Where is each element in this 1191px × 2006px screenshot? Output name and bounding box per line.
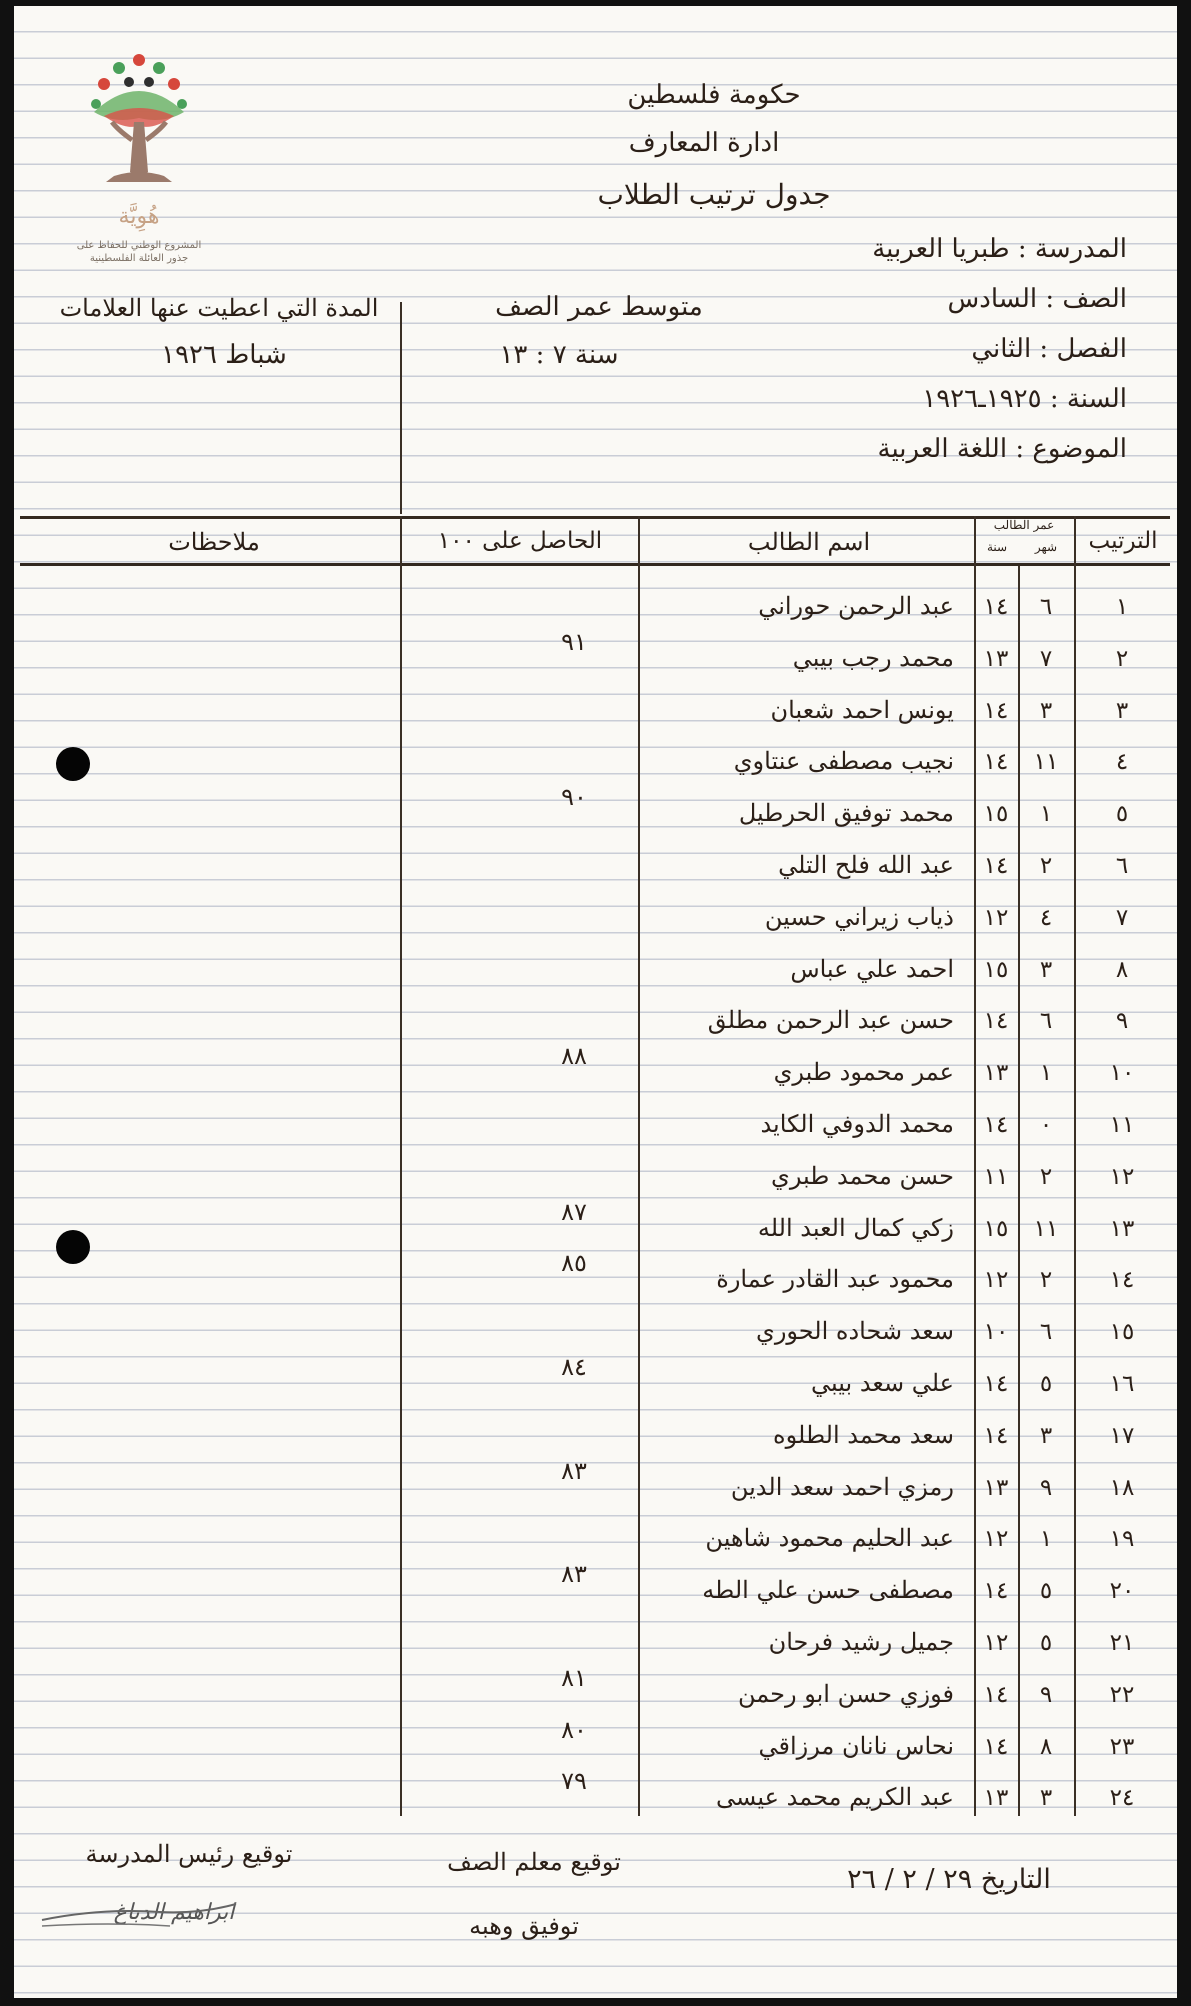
row-grade: ٨٨ [561, 1042, 587, 1071]
principal-signature-label: توقيع رئيس المدرسة [85, 1840, 293, 1868]
row-rank: ٢٠ [1109, 1578, 1135, 1605]
row-rank: ١ [1115, 594, 1129, 620]
row-rank: ٢ [1115, 645, 1129, 672]
row-rank: ٢٤ [1109, 1785, 1135, 1812]
row-student-name: علي سعد بيبي [811, 1369, 954, 1397]
row-age-months: ٤ [1039, 904, 1053, 931]
row-age-years: ١٢ [983, 904, 1009, 931]
row-rank: ١٨ [1109, 1474, 1135, 1501]
row-rank: ١٠ [1109, 1060, 1135, 1087]
row-age-months: ١١ [1033, 1215, 1059, 1242]
row-age-years: ١٤ [983, 1112, 1009, 1138]
row-age-years: ١٢ [983, 1630, 1009, 1656]
row-age-months: ٩ [1039, 1474, 1053, 1501]
row-age-years: ١٤ [983, 1681, 1009, 1708]
row-student-name: محمد توفيق الحرطيل [738, 799, 954, 828]
row-student-name: عبد الرحمن حوراني [758, 592, 954, 620]
row-student-name: عبد الكريم محمد عيسى [716, 1783, 954, 1812]
logo-tagline: المشروع الوطني للحفاظ على [76, 240, 202, 251]
subject-line: الموضوع : اللغة العربية [877, 434, 1127, 464]
row-age-months: ٦ [1039, 594, 1053, 620]
col-line-grade [400, 516, 402, 1816]
row-age-months: ٣ [1039, 697, 1053, 724]
row-age-years: ١٣ [983, 1060, 1009, 1087]
department-title: ادارة المعارف [628, 128, 780, 158]
header-rank: الترتيب [1088, 528, 1158, 554]
punch-hole [56, 1230, 90, 1264]
class-age-value: سنة ٧ : ١٣ [499, 340, 619, 370]
row-rank: ٩ [1115, 1008, 1129, 1035]
row-age-years: ١٤ [983, 1371, 1009, 1397]
header-age-months: شهر [1034, 540, 1058, 554]
row-rank: ٢٣ [1109, 1733, 1135, 1760]
row-rank: ٦ [1115, 853, 1129, 879]
header-age: عمر الطالب [993, 518, 1055, 532]
marks-period-label: المدة التي اعطيت عنها العلامات [59, 294, 379, 322]
row-rank: ١٥ [1109, 1319, 1135, 1346]
row-student-name: مصطفى حسن علي الطه [702, 1576, 954, 1605]
row-student-name: محمود عبد القادر عمارة [716, 1265, 954, 1294]
row-student-name: رمزي احمد سعد الدين [730, 1472, 954, 1501]
signature-scribble-icon [40, 1898, 240, 1938]
date-line: التاريخ ٢٩ / ٢ / ٢٦ [847, 1864, 1051, 1895]
logo-tagline-2: جذور العائلة الفلسطينية [89, 253, 189, 264]
row-student-name: حسن عبد الرحمن مطلق [707, 1006, 954, 1035]
row-student-name: زكي كمال العبد الله [757, 1213, 954, 1242]
row-age-years: ١٣ [983, 1474, 1009, 1501]
row-age-years: ١٤ [983, 853, 1009, 879]
row-rank: ٥ [1115, 801, 1129, 828]
term-line: الفصل : الثاني [971, 334, 1127, 364]
school-line: المدرسة : طبريا العربية [872, 234, 1127, 264]
row-age-months: ٦ [1039, 1319, 1053, 1346]
row-age-months: ١ [1039, 1060, 1053, 1087]
row-age-years: ١٤ [983, 697, 1009, 724]
row-grade: ٨٤ [561, 1353, 587, 1381]
row-age-months: ٧ [1039, 645, 1053, 672]
row-rank: ١١ [1109, 1112, 1135, 1138]
row-rank: ١٦ [1109, 1371, 1135, 1397]
punch-hole [56, 747, 90, 781]
row-grade: ٨٣ [561, 1560, 587, 1589]
row-age-months: ١١ [1033, 749, 1059, 776]
row-rank: ١٤ [1109, 1267, 1135, 1294]
table-header-bottom-rule [20, 563, 1170, 566]
marks-period-value: شباط ١٩٢٦ [161, 340, 287, 370]
row-age-months: ١ [1039, 801, 1053, 828]
row-rank: ١٧ [1109, 1422, 1135, 1449]
row-age-months: ٦ [1039, 1008, 1053, 1035]
row-student-name: محمد رجب بيبي [792, 643, 954, 672]
row-age-months: ١ [1039, 1526, 1053, 1553]
row-age-months: ٣ [1039, 956, 1053, 983]
row-age-years: ١٥ [983, 1215, 1009, 1242]
row-age-years: ١٤ [983, 1422, 1009, 1449]
row-age-years: ١٤ [983, 749, 1009, 776]
row-grade: ٩١ [561, 627, 587, 656]
row-age-years: ١٤ [983, 594, 1009, 620]
header-name: اسم الطالب [747, 528, 871, 556]
row-age-years: ١٠ [983, 1319, 1009, 1346]
col-line-rank [1074, 516, 1076, 1816]
row-student-name: عبد الحليم محمود شاهين [705, 1524, 954, 1553]
row-rank: ٢١ [1109, 1630, 1135, 1656]
teacher-signature-label: توقيع معلم الصف [447, 1848, 621, 1876]
row-student-name: حسن محمد طبري [771, 1161, 954, 1190]
row-age-years: ١٢ [983, 1526, 1009, 1553]
header-grade: الحاصل على ١٠٠ [437, 528, 603, 554]
row-student-name: عمر محمود طبري [773, 1058, 954, 1087]
col-line-name [638, 516, 640, 1816]
header-age-years: سنة [986, 540, 1008, 554]
row-student-name: نجيب مصطفى عنتاوي [733, 747, 954, 776]
row-student-name: سعد محمد الطلوه [773, 1420, 954, 1449]
row-age-months: ٩ [1039, 1681, 1053, 1708]
row-student-name: يونس احمد شعبان [770, 695, 954, 724]
row-grade: ٨٣ [561, 1456, 587, 1485]
header-divider [400, 302, 402, 514]
row-rank: ١٢ [1109, 1163, 1135, 1190]
row-age-months: ٣ [1039, 1422, 1053, 1449]
row-grade: ٧٩ [561, 1767, 587, 1796]
logo [74, 50, 204, 264]
row-grade: ٨٥ [561, 1249, 587, 1278]
row-age-years: ١٣ [983, 1785, 1009, 1812]
document-page [14, 6, 1177, 1998]
row-student-name: جميل رشيد فرحان [768, 1628, 954, 1656]
row-rank: ٧ [1115, 904, 1129, 931]
row-age-years: ١٥ [983, 801, 1009, 828]
row-age-months: ٣ [1039, 1785, 1053, 1812]
row-grade: ٨٧ [561, 1197, 587, 1226]
year-line: السنة : ١٩٢٥ـ١٩٢٦ [922, 384, 1127, 414]
row-age-months: ٥ [1039, 1630, 1053, 1656]
principal-signature: ابراهيم الدباغ [113, 1900, 235, 1925]
teacher-signature: توفيق وهبه [469, 1912, 579, 1940]
row-age-months: ٢ [1039, 853, 1053, 879]
document-title: جدول ترتيب الطلاب [597, 178, 831, 211]
row-age-months: ٢ [1039, 1267, 1053, 1294]
class-age-label: متوسط عمر الصف [495, 292, 703, 322]
row-student-name: محمد الدوفي الكايد [760, 1110, 954, 1138]
row-student-name: احمد علي عباس [790, 954, 954, 983]
logo-name: هُوِيَّة [118, 204, 160, 229]
family-tree-logo-icon [84, 50, 194, 200]
row-age-months: ٨ [1039, 1733, 1053, 1760]
government-title: حكومة فلسطين [627, 80, 801, 110]
row-student-name: فوزي حسن ابو رحمن [738, 1679, 954, 1708]
row-age-months: ٥ [1039, 1371, 1053, 1397]
row-rank: ١٩ [1109, 1526, 1135, 1553]
row-student-name: ذياب زيراني حسين [764, 902, 954, 931]
row-rank: ٤ [1115, 749, 1129, 776]
grade-line: الصف : السادس [947, 284, 1127, 314]
row-rank: ٨ [1115, 956, 1129, 983]
row-rank: ١٣ [1109, 1215, 1135, 1242]
row-student-name: سعد شحاده الحوري [756, 1317, 954, 1346]
row-age-years: ١٣ [983, 645, 1009, 672]
row-student-name: نحاس نانان مرزاقي [758, 1731, 954, 1760]
row-age-years: ١٤ [983, 1578, 1009, 1605]
row-rank: ٣ [1115, 697, 1129, 724]
row-student-name: عبد الله فلح التلي [778, 851, 954, 879]
header-notes: ملاحظات [168, 528, 260, 556]
row-age-years: ١٤ [983, 1733, 1009, 1760]
row-age-years: ١٤ [983, 1008, 1009, 1035]
row-grade: ٩٠ [561, 783, 587, 812]
row-age-years: ١٢ [983, 1267, 1009, 1294]
row-age-months: ٢ [1039, 1163, 1053, 1190]
row-rank: ٢٢ [1109, 1681, 1135, 1708]
row-age-months: ٥ [1039, 1578, 1053, 1605]
row-age-years: ١١ [983, 1163, 1009, 1190]
row-grade: ٨٠ [561, 1715, 587, 1744]
row-age-months: ٠ [1039, 1112, 1053, 1138]
row-age-years: ١٥ [983, 956, 1009, 983]
row-grade: ٨١ [561, 1663, 587, 1692]
